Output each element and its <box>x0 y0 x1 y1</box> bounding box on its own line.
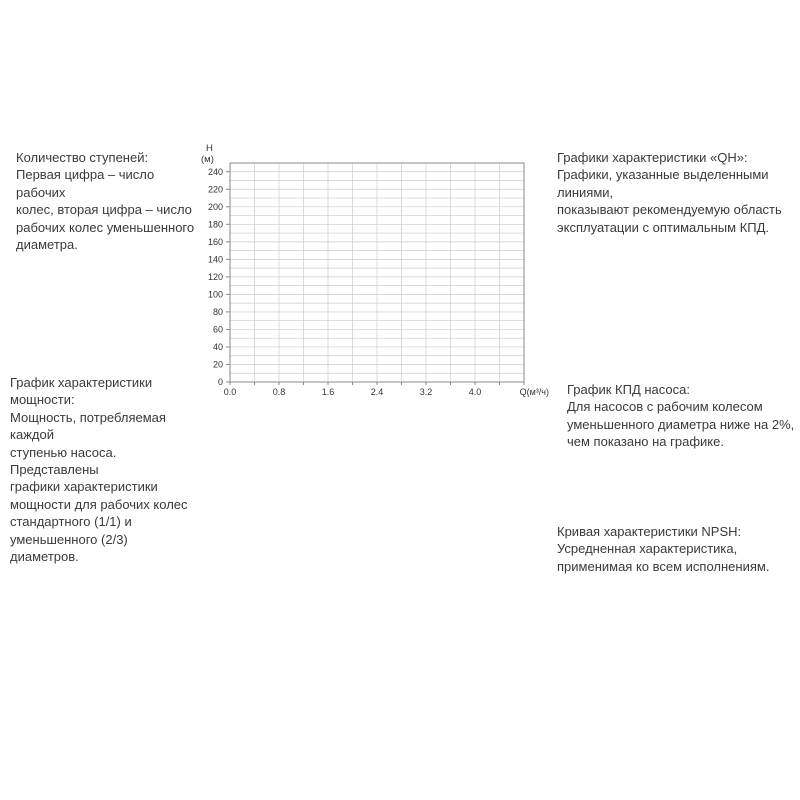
annotation-qh <box>557 149 800 236</box>
svg-text:20: 20 <box>212 359 223 370</box>
svg-text:0.0: 0.0 <box>223 387 237 397</box>
annotation-line: Для насосов с рабочим колесом <box>567 399 763 415</box>
svg-text:100: 100 <box>207 289 223 300</box>
annotation-line: Первая цифра – число рабочих <box>16 167 155 200</box>
annotation-line: показывают рекомендуемую область <box>557 202 782 218</box>
annotation-stages <box>16 149 196 253</box>
svg-text:140: 140 <box>207 254 223 265</box>
svg-text:40: 40 <box>212 341 223 352</box>
svg-text:120: 120 <box>207 271 223 282</box>
svg-text:160: 160 <box>207 236 223 247</box>
annotation-line: Кривая характеристики NPSH: <box>557 524 742 539</box>
annotation-line: рабочих колес уменьшенного <box>16 219 195 235</box>
annotation-line: уменьшенного диаметра ниже на 2%, <box>567 416 795 432</box>
svg-text:3.2: 3.2 <box>419 387 433 397</box>
annotation-line: мощности для рабочих колес <box>10 496 188 512</box>
annotation-line: Графики, указанные выделенными линиями, <box>557 167 769 200</box>
power-efficiency-chart <box>195 398 565 510</box>
annotation-efficiency <box>567 381 800 451</box>
annotation-line: ступенью насоса. Представлены <box>10 444 117 478</box>
annotation-line: диаметра. <box>16 237 78 253</box>
annotation-line: График КПД насоса: <box>567 382 690 397</box>
annotation-line: Количество ступеней: <box>16 150 149 165</box>
svg-text:H: H <box>206 143 213 154</box>
annotation-power <box>10 374 200 565</box>
annotation-line: Усредненная характеристика, <box>557 541 738 557</box>
svg-text:(м): (м) <box>201 154 214 165</box>
svg-text:60: 60 <box>212 324 223 335</box>
svg-text:2.4: 2.4 <box>370 387 384 397</box>
svg-text:180: 180 <box>207 219 223 230</box>
annotation-line: Графики характеристики «QH»: <box>557 150 748 165</box>
svg-text:Q(м³/ч): Q(м³/ч) <box>519 387 549 397</box>
svg-text:240: 240 <box>207 166 223 177</box>
annotation-line: Мощность, потребляемая каждой <box>10 409 166 443</box>
svg-text:220: 220 <box>207 184 223 195</box>
qh-chart <box>195 140 565 402</box>
annotation-line: стандартного (1/1) и <box>10 514 132 530</box>
annotation-line: чем показано на графике. <box>567 434 724 450</box>
annotation-line: применимая ко всем исполнениям. <box>557 558 770 574</box>
svg-text:80: 80 <box>212 306 223 317</box>
annotation-line: графики характеристики <box>10 479 158 495</box>
svg-text:4.0: 4.0 <box>468 387 482 397</box>
svg-text:0: 0 <box>217 377 223 387</box>
annotation-npsh <box>557 523 797 575</box>
svg-text:200: 200 <box>207 201 223 212</box>
annotation-line: График характеристики мощности: <box>10 375 153 408</box>
svg-text:0.8: 0.8 <box>272 387 286 397</box>
npsh-chart <box>195 512 565 652</box>
svg-text:1.6: 1.6 <box>321 387 335 397</box>
annotation-line: уменьшенного (2/3) диаметров. <box>10 531 128 565</box>
annotation-line: эксплуатации с оптимальным КПД. <box>557 219 770 235</box>
annotation-line: колес, вторая цифра – число <box>16 202 192 218</box>
